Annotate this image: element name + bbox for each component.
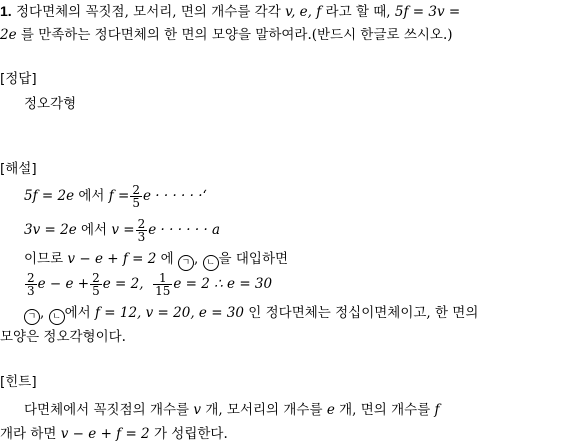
explanation-l1-word: 에서	[78, 188, 105, 204]
hint-line-1	[24, 401, 440, 419]
explanation-l2-word: 에서	[81, 222, 108, 238]
circled-giyeok-icon: ㄱ	[178, 255, 194, 271]
hint-line-2	[0, 425, 228, 443]
fraction-denominator: 5	[132, 196, 140, 210]
explanation-l3-post: 을 대입하면	[218, 251, 289, 267]
question-number: 1.	[0, 3, 12, 19]
fraction-numerator: 2	[92, 271, 100, 285]
hint-l1-c: 개, 면의 개수를	[339, 402, 431, 418]
fraction-denominator: 15	[155, 284, 171, 298]
fraction-numerator: 2	[137, 217, 146, 231]
hint-l2-eq: v − e + f = 2	[60, 426, 150, 442]
explanation-l3-eq: v − e + f = 2	[67, 251, 157, 267]
circled-giyeok-icon: ㄱ	[24, 309, 40, 325]
answer-text: 정오각형	[24, 96, 77, 112]
fraction-numerator: 2	[132, 183, 140, 197]
hint-label-line	[0, 373, 37, 391]
explanation-line-3: 이므로 v − e + f = 2 에 ㄱ , ㄴ 을 대입하면	[24, 250, 288, 271]
explanation-l6: 모양은 정오각형이다.	[0, 329, 126, 345]
fraction-denominator: 5	[92, 284, 100, 298]
explanation-line-4	[24, 272, 272, 297]
question-text-1: 정다면체의 꼭짓점, 모서리, 면의 개수를 각각	[15, 4, 281, 20]
answer-line	[24, 95, 76, 113]
explanation-l1-eq: 5f = 2e	[24, 188, 75, 204]
fraction-denominator: 3	[27, 284, 35, 298]
question-equation-1: 5f = 3v =	[394, 4, 461, 20]
circled-nieun-icon: ㄴ	[203, 255, 219, 271]
hint-l1-a: 다면체에서 꼭짓점의 개수를	[24, 402, 190, 418]
explanation-l5-eq: f = 12, v = 20, e = 30	[94, 305, 244, 321]
explanation-line-5: ㄱ , ㄴ 에서 f = 12, v = 20, e = 30 인 정다면체는 정십이면체이고, 한 면의	[24, 304, 478, 325]
explanation-l3-pre: 이므로	[24, 251, 64, 267]
hint-l2-b: 가 성립한다.	[153, 426, 228, 442]
explanation-line-6	[0, 328, 126, 346]
question-vars: v, e, f	[285, 4, 322, 20]
explanation-l1-rest: e · · · · · ·‘	[143, 188, 207, 204]
explanation-label: [해설]	[0, 161, 37, 177]
explanation-label-line	[0, 160, 37, 178]
explanation-line-2	[24, 218, 220, 243]
question-line-1	[0, 2, 460, 21]
question-line-2	[0, 26, 453, 44]
fraction	[130, 184, 142, 209]
hint-l1-f: f	[434, 402, 440, 418]
explanation-l5-post: 인 정다면체는 정십이면체이고, 한 면의	[248, 305, 479, 321]
explanation-line-1	[24, 184, 207, 209]
explanation-l2-lhs: v =	[111, 222, 135, 238]
explanation-l5-word: 에서	[64, 305, 91, 321]
hint-label: [힌트]	[0, 374, 37, 390]
fraction	[25, 272, 37, 297]
explanation-l2-rest: e · · · · · · a	[148, 222, 221, 238]
explanation-l3-mid: 에	[160, 251, 174, 267]
hint-l2-a: 개라 하면	[0, 426, 57, 442]
explanation-l4-a: e − e +	[37, 276, 90, 292]
question-text-2: 라고 할 때,	[325, 4, 391, 20]
explanation-l4-b: e = 2,	[102, 276, 144, 292]
question-equation-2: 2e	[0, 27, 17, 43]
fraction	[136, 218, 148, 243]
explanation-l4-c: e = 2 ∴ e = 30	[173, 276, 273, 292]
fraction	[153, 272, 172, 297]
explanation-l1-lhs: f =	[108, 188, 130, 204]
explanation-l2-eq: 3v = 2e	[24, 222, 77, 238]
fraction-numerator: 1	[153, 272, 172, 285]
hint-l1-v: v	[193, 402, 202, 418]
circled-nieun-icon: ㄴ	[49, 309, 65, 325]
answer-label: [정답]	[0, 71, 37, 87]
fraction-denominator: 3	[137, 230, 146, 244]
fraction-numerator: 2	[27, 271, 35, 285]
hint-l1-b: 개, 모서리의 개수를	[205, 402, 323, 418]
answer-label-line	[0, 70, 37, 88]
hint-l1-e: e	[326, 402, 335, 418]
question-text-3: 를 만족하는 정다면체의 한 면의 모양을 말하여라.(반드시 한글로 쓰시오.)	[20, 27, 453, 43]
fraction	[90, 272, 102, 297]
